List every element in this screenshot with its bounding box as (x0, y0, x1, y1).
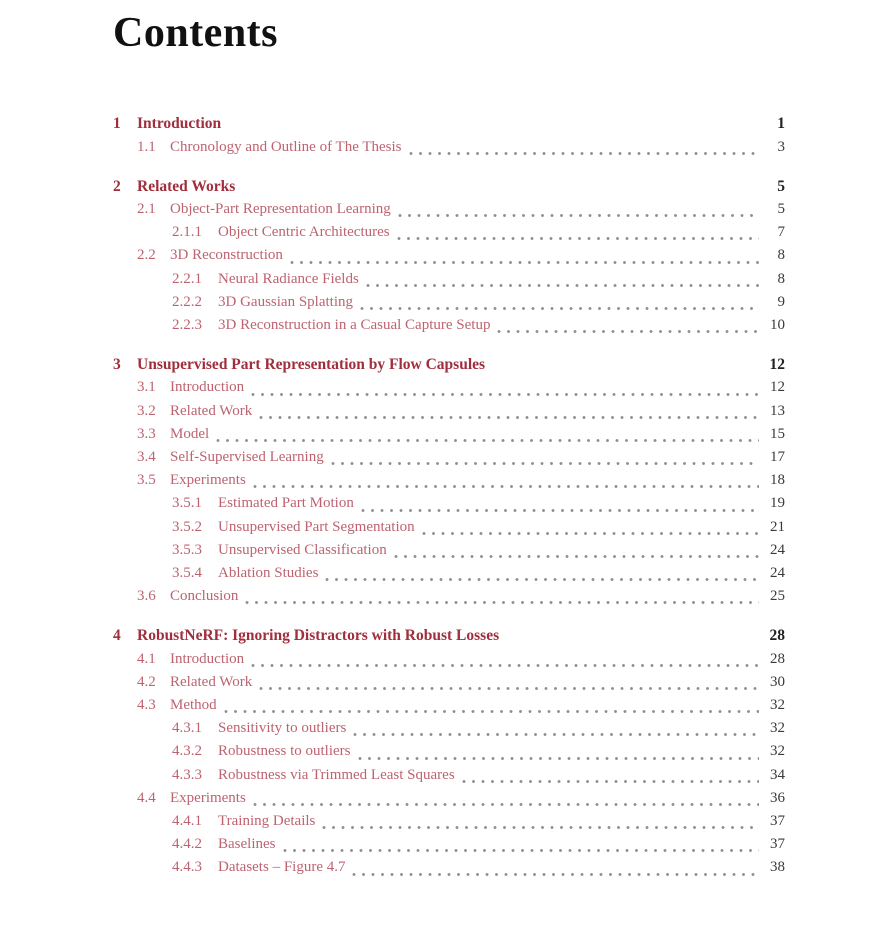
toc-entry[interactable] (113, 221, 785, 244)
entry-page-number: 9 (777, 293, 785, 310)
entry-number: 2.2.1 (172, 270, 202, 287)
entry-page-number: 30 (770, 673, 785, 690)
toc-entry[interactable] (113, 585, 785, 608)
entry-page-number: 18 (770, 472, 785, 489)
entry-number: 2.1.1 (172, 224, 202, 241)
entry-title: Unsupervised Classification (218, 541, 387, 558)
dot-leader-decoration (290, 260, 759, 265)
dot-leader-decoration (358, 756, 759, 761)
toc-entry[interactable] (113, 198, 785, 221)
entry-page-number: 7 (777, 224, 785, 241)
entry-number: 3.5.2 (172, 518, 202, 535)
entry-number: 4.2 (137, 673, 156, 690)
entry-title: Conclusion (170, 588, 239, 605)
entry-title: Object-Part Representation Learning (170, 201, 391, 217)
entry-title: Unsupervised Part Representation by Flow Capsules (137, 356, 486, 374)
toc-entry[interactable] (113, 833, 785, 856)
dot-leader-decoration (394, 554, 759, 559)
entry-title: Introduction (137, 115, 222, 133)
entry-page-number: 15 (770, 425, 785, 442)
dot-leader-decoration (409, 151, 759, 156)
entry-number: 2.2.2 (172, 293, 202, 310)
toc-entry[interactable] (113, 717, 785, 740)
entry-title: RobustNeRF: Ignoring Distractors with Robust Losses (137, 627, 500, 645)
entry-number: 4.4.1 (172, 813, 202, 830)
entry-title: Method (170, 697, 217, 714)
entry-number: 2.1 (137, 201, 156, 217)
entry-page-number: 24 (770, 565, 785, 582)
entry-title: Model (170, 425, 210, 442)
toc-entry[interactable] (113, 469, 785, 492)
entry-page-number: 37 (770, 836, 785, 853)
entry-number: 4.4.2 (172, 836, 202, 853)
entry-number: 4.4.3 (172, 859, 202, 876)
entry-title: Sensitivity to outliers (218, 720, 347, 737)
table-of-contents (113, 112, 785, 879)
dot-leader-decoration (322, 825, 759, 830)
dot-leader-decoration (245, 600, 759, 605)
dot-leader-decoration (506, 640, 759, 645)
dot-leader-decoration (242, 190, 759, 195)
entry-number: 3 (113, 356, 121, 374)
toc-entry[interactable] (113, 400, 785, 423)
entry-title: Introduction (170, 379, 245, 396)
page-title: Contents (113, 10, 279, 56)
entry-title: Datasets – Figure 4.7 (218, 859, 346, 876)
entry-title: Estimated Part Motion (218, 495, 354, 512)
dot-leader-decoration (353, 732, 759, 737)
toc-chapter-entry[interactable] (113, 175, 785, 198)
dot-leader-decoration (251, 392, 759, 397)
entry-title: Introduction (170, 650, 245, 667)
entry-page-number: 3 (777, 138, 785, 155)
entry-number: 4 (113, 627, 121, 645)
entry-number: 1.1 (137, 138, 156, 155)
dot-leader-decoration (259, 686, 759, 691)
dot-leader-decoration (497, 329, 759, 334)
entry-page-number: 17 (770, 449, 785, 466)
toc-entry[interactable] (113, 492, 785, 515)
entry-number: 3.3 (137, 425, 156, 442)
dot-leader-decoration (259, 415, 759, 420)
entry-number: 3.6 (137, 588, 156, 605)
entry-title: Unsupervised Part Segmentation (218, 518, 415, 535)
toc-entry[interactable] (113, 376, 785, 399)
entry-number: 4.3.1 (172, 720, 202, 737)
toc-chapter-entry[interactable] (113, 353, 785, 376)
entry-page-number: 8 (777, 247, 785, 264)
entry-page-number: 13 (770, 402, 785, 419)
entry-title: Object Centric Architectures (218, 224, 390, 241)
entry-title: 3D Reconstruction (170, 247, 283, 264)
entry-number: 4.3.2 (172, 743, 202, 760)
entry-number: 1 (113, 115, 121, 133)
entry-page-number: 34 (770, 766, 785, 783)
toc-entry[interactable] (113, 787, 785, 810)
toc-entry[interactable] (113, 562, 785, 585)
entry-number: 3.2 (137, 402, 156, 419)
toc-entry[interactable] (113, 136, 785, 159)
toc-entry[interactable] (113, 856, 785, 879)
entry-page-number: 12 (769, 356, 785, 374)
dot-leader-decoration (492, 368, 759, 373)
entry-title: Baselines (218, 836, 276, 853)
dot-leader-decoration (228, 128, 759, 133)
dot-leader-decoration (352, 872, 759, 877)
dot-leader-decoration (251, 663, 759, 668)
entry-page-number: 38 (770, 859, 785, 876)
entry-page-number: 25 (770, 588, 785, 605)
toc-entry[interactable] (113, 268, 785, 291)
entry-number: 4.1 (137, 650, 156, 667)
entry-page-number: 8 (777, 270, 785, 287)
dot-leader-decoration (253, 484, 759, 489)
entry-page-number: 5 (777, 201, 785, 217)
entry-title: Related Work (170, 673, 253, 690)
toc-chapter-entry[interactable] (113, 624, 785, 647)
entry-number: 2.2.3 (172, 317, 202, 334)
dot-leader-decoration (397, 236, 759, 241)
entry-title: 3D Gaussian Splatting (218, 293, 353, 310)
toc-entry[interactable] (113, 740, 785, 763)
dot-leader-decoration (331, 461, 759, 466)
entry-title: Related Work (170, 402, 253, 419)
entry-title: Chronology and Outline of The Thesis (170, 138, 402, 155)
dot-leader-decoration (462, 779, 759, 784)
toc-entry[interactable] (113, 446, 785, 469)
toc-entry[interactable] (113, 244, 785, 267)
entry-number: 2 (113, 177, 121, 195)
entry-title: 3D Reconstruction in a Casual Capture Setup (218, 317, 491, 334)
dot-leader-decoration (253, 802, 759, 807)
entry-page-number: 1 (777, 115, 785, 133)
entry-page-number: 32 (770, 720, 785, 737)
dot-leader-decoration (360, 306, 759, 311)
entry-title: Neural Radiance Fields (218, 270, 359, 287)
dot-leader-decoration (283, 848, 760, 853)
entry-number: 3.5.1 (172, 495, 202, 512)
entry-number: 4.4 (137, 789, 156, 806)
entry-title: Robustness via Trimmed Least Squares (218, 766, 455, 783)
dot-leader-decoration (224, 709, 759, 714)
toc-chapter-entry[interactable] (113, 112, 785, 135)
dot-leader-decoration (422, 531, 759, 536)
dot-leader-decoration (216, 438, 759, 443)
dot-leader-decoration (325, 577, 759, 582)
entry-page-number: 5 (777, 177, 785, 195)
toc-entry[interactable] (113, 694, 785, 717)
entry-page-number: 37 (770, 813, 785, 830)
toc-entry[interactable] (113, 810, 785, 833)
toc-entry[interactable] (113, 539, 785, 562)
entry-number: 3.5.3 (172, 541, 202, 558)
entry-page-number: 12 (770, 379, 785, 396)
dot-leader-decoration (398, 213, 759, 218)
entry-number: 3.4 (137, 449, 156, 466)
toc-entry[interactable] (113, 516, 785, 539)
toc-entry[interactable] (113, 648, 785, 671)
entry-number: 3.5 (137, 472, 156, 489)
entry-page-number: 32 (770, 743, 785, 760)
toc-entry[interactable] (113, 671, 785, 694)
entry-number: 4.3 (137, 697, 156, 714)
dot-leader-decoration (366, 283, 759, 288)
entry-number: 4.3.3 (172, 766, 202, 783)
entry-page-number: 28 (769, 627, 785, 645)
entry-page-number: 19 (770, 495, 785, 512)
entry-title: Experiments (170, 472, 246, 489)
dot-leader-decoration (361, 508, 759, 513)
entry-page-number: 28 (770, 650, 785, 667)
entry-number: 2.2 (137, 247, 156, 264)
entry-page-number: 32 (770, 697, 785, 714)
entry-title: Related Works (137, 177, 236, 195)
toc-entry[interactable] (113, 764, 785, 787)
entry-title: Self-Supervised Learning (170, 449, 324, 466)
entry-page-number: 10 (770, 317, 785, 334)
entry-title: Experiments (170, 789, 246, 806)
entry-title: Robustness to outliers (218, 743, 351, 760)
entry-number: 3.5.4 (172, 565, 202, 582)
entry-title: Ablation Studies (218, 565, 319, 582)
entry-title: Training Details (218, 813, 316, 830)
entry-page-number: 21 (770, 518, 785, 535)
entry-page-number: 24 (770, 541, 785, 558)
toc-entry[interactable] (113, 291, 785, 314)
entry-number: 3.1 (137, 379, 156, 396)
toc-entry[interactable] (113, 423, 785, 446)
toc-entry[interactable] (113, 314, 785, 337)
entry-page-number: 36 (770, 789, 785, 806)
